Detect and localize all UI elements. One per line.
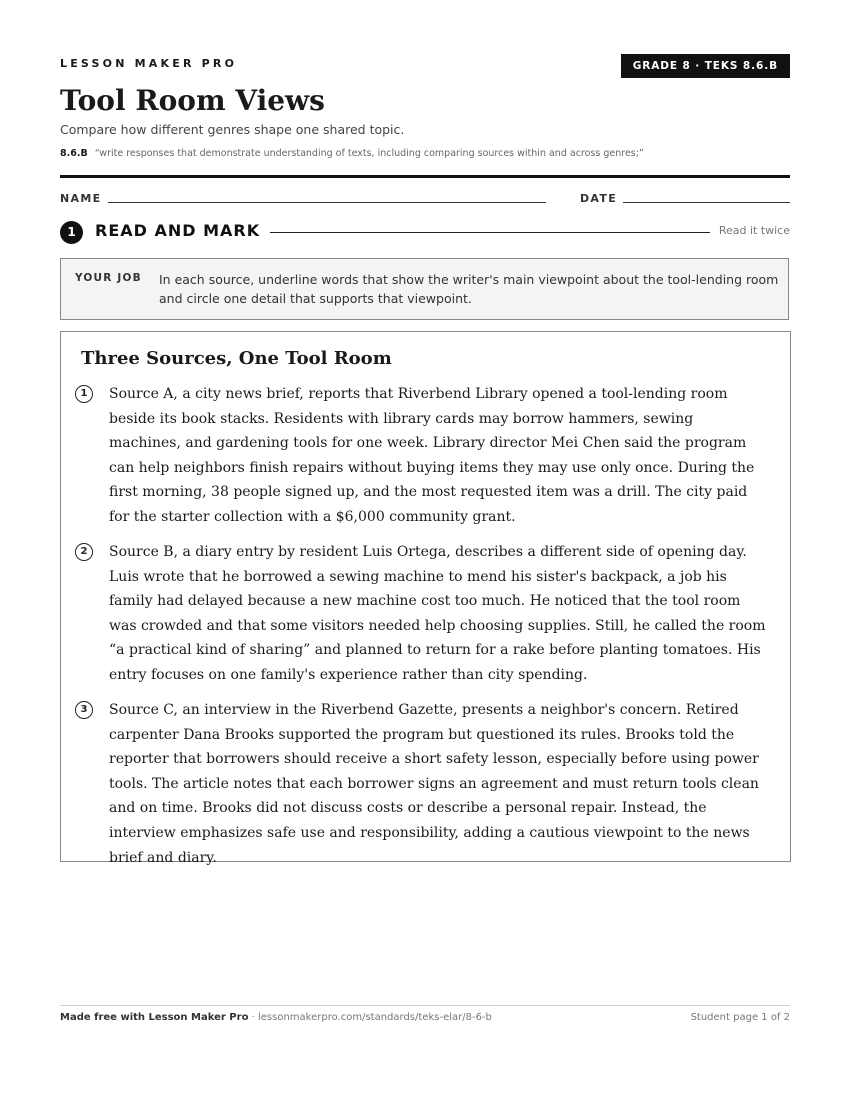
footer-made-with: Made free with Lesson Maker Pro	[60, 1012, 249, 1023]
name-field[interactable]	[108, 202, 546, 203]
page-indicator: Student page 1 of 2	[690, 1012, 790, 1023]
section-note: Read it twice	[718, 224, 790, 237]
reading-title: Three Sources, One Tool Room	[81, 348, 392, 369]
standard-line	[60, 148, 644, 159]
standard-text: “write responses that demonstrate understanding of texts, including comparing sources within and across genres;”	[94, 148, 644, 159]
section-number-badge: 1	[60, 221, 83, 244]
brand-name: LESSON MAKER PRO	[60, 57, 238, 70]
section-title: READ AND MARK	[95, 221, 261, 240]
header-divider	[60, 175, 790, 178]
footer-divider	[60, 1005, 790, 1006]
name-label: NAME	[60, 192, 102, 205]
paragraph-text: Source C, an interview in the Riverbend Gazette, presents a neighbor's concern. Retired carpenter Dana Brooks supported the program but questioned its rules. Brooks told the reporter that borrowers should receive a short safety lesson, especially before using power tools. The article notes that each borrower signs an agreement and must return tools clean and on time. Brooks did not discuss costs or describe a personal repair. Instead, the interview emphasizes safe use and responsibility, adding a cautious viewpoint to the news brief and diary.	[109, 702, 759, 866]
page-title: Tool Room Views	[60, 84, 325, 117]
footer-url[interactable]: lessonmakerpro.com/standards/teks-elar/8-6-b	[257, 1012, 492, 1023]
footer-separator: ·	[248, 1012, 258, 1023]
paragraph-number: 1	[75, 385, 93, 403]
your-job-label: YOUR JOB	[75, 272, 142, 284]
reading-passage	[60, 331, 791, 866]
paragraph-text: Source A, a city news brief, reports that Riverbend Library opened a tool-lending room beside its book stacks. Residents with library cards may borrow hammers, sewing machines, and gardening tools for one week. Library director Mei Chen said the program can help neighbors finish repairs without buying items they may use only once. During the first morning, 38 people signed up, and the most requested item was a drill. The city paid for the starter collection with a $6,000 community grant.	[109, 386, 755, 525]
your-job-text: In each source, underline words that show the writer's main viewpoint about the tool-lending room and circle one detail that supports that viewpoint.	[159, 272, 779, 306]
footer-credit	[60, 1012, 492, 1023]
page-subtitle: Compare how different genres shape one shared topic.	[60, 122, 405, 137]
date-field[interactable]	[623, 202, 790, 203]
your-job-box	[60, 258, 789, 320]
grade-badge: GRADE 8 · TEKS 8.6.B	[621, 54, 790, 78]
section-divider	[270, 232, 710, 233]
paragraph-number: 3	[75, 701, 93, 719]
date-label: DATE	[580, 192, 618, 205]
paragraph-text: Source B, a diary entry by resident Luis Ortega, describes a different side of opening day. Luis wrote that he borrowed a sewing machine to mend his sister's backpack, a job his family had delayed because a new machine cost too much. He noticed that the tool room was crowded and that some visitors needed help choosing supplies. Still, he called the room “a practical kind of sharing” and planned to return for a rake before planting tomatoes. His entry focuses on one family's experience rather than city spending.	[109, 544, 766, 683]
paragraph-number: 2	[75, 543, 93, 561]
standard-code: 8.6.B	[60, 148, 88, 159]
